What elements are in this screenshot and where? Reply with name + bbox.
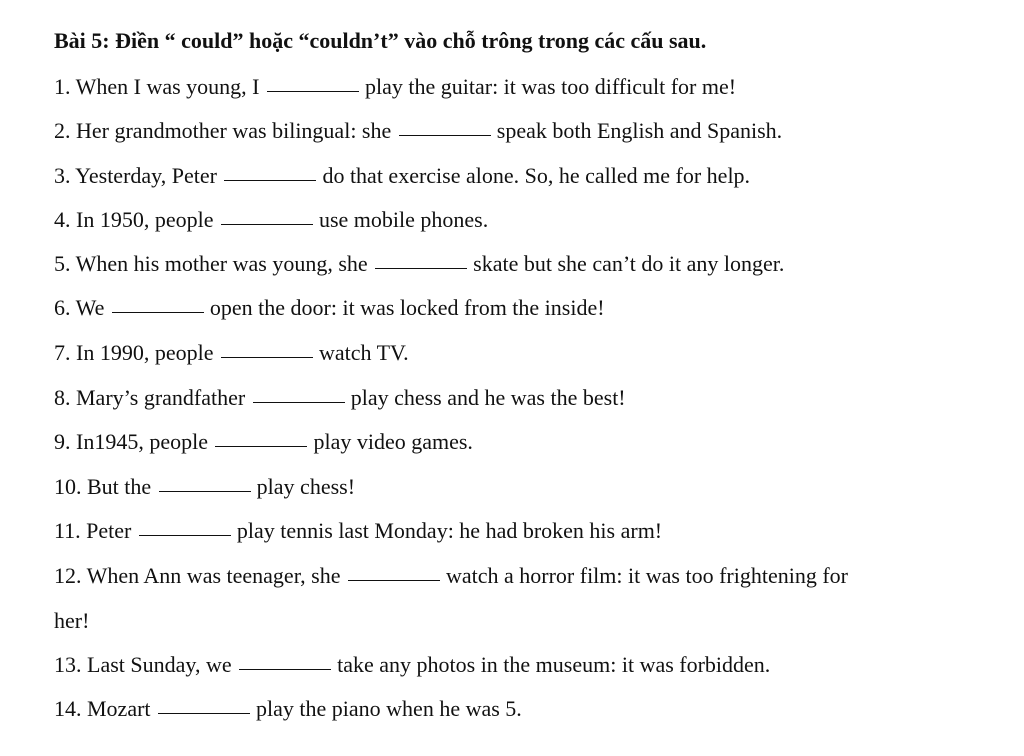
answer-blank [221, 223, 313, 225]
item-text-before: 3. Yesterday, Peter [54, 163, 223, 188]
exercise-item-2 [54, 120, 782, 142]
exercise-item-12-continued [54, 610, 89, 632]
exercise-item-4 [54, 209, 488, 231]
item-text-after: play tennis last Monday: he had broken his arm! [236, 518, 663, 543]
exercise-item-5 [54, 253, 784, 275]
item-text-after: open the door: it was locked from the inside! [209, 295, 605, 320]
exercise-item-1 [54, 76, 736, 98]
exercise-item-13 [54, 654, 770, 676]
item-text-after: do that exercise alone. So, he called me for help. [322, 163, 751, 188]
answer-blank [159, 490, 251, 492]
answer-blank [215, 445, 307, 447]
item-text-before: 11. Peter [54, 518, 137, 543]
exercise-item-6 [54, 297, 605, 319]
item-text-after: use mobile phones. [318, 207, 489, 232]
item-text-after: play the piano when he was 5. [256, 696, 522, 721]
item-text-after: take any photos in the museum: it was forbidden. [337, 652, 771, 677]
item-text-after: play chess! [256, 474, 356, 499]
exercise-item-7 [54, 342, 409, 364]
exercise-title: Bài 5: Điền “ could” hoặc “couldn’t” vào chỗ trông trong các cấu sau. [54, 28, 707, 53]
item-text-before: 4. In 1950, people [54, 207, 219, 232]
item-text-before: 6. We [54, 295, 110, 320]
exercise-item-10 [54, 476, 355, 498]
item-text-before: 5. When his mother was young, she [54, 251, 374, 276]
item-text-after: play the guitar: it was too difficult for me! [365, 74, 737, 99]
item-text-before: 2. Her grandmother was bilingual: she [54, 118, 397, 143]
item-text-before: 8. Mary’s grandfather [54, 385, 251, 410]
answer-blank [224, 179, 316, 181]
answer-blank [253, 401, 345, 403]
item-text-before: 14. Mozart [54, 696, 157, 721]
item-text-before: 12. When Ann was teenager, she [54, 563, 346, 588]
item-text-after: watch a horror film: it was too frightening for [445, 563, 848, 588]
item-text-after: play chess and he was the best! [350, 385, 626, 410]
item-text-before: 1. When I was young, I [54, 74, 265, 99]
item-text-before: 10. But the [54, 474, 157, 499]
item-text-before: 9. In1945, people [54, 429, 214, 454]
item-text-before: 13. Last Sunday, we [54, 652, 238, 677]
item-text-after: skate but she can’t do it any longer. [473, 251, 785, 276]
answer-blank [267, 90, 359, 92]
exercise-item-3 [54, 165, 750, 187]
exercise-item-14 [54, 698, 522, 720]
answer-blank [239, 668, 331, 670]
exercise-item-8 [54, 387, 626, 409]
exercise-item-12 [54, 565, 848, 587]
exercise-item-9 [54, 431, 473, 453]
answer-blank [112, 311, 204, 313]
item-text-after: speak both English and Spanish. [496, 118, 783, 143]
item-text-after: watch TV. [318, 340, 409, 365]
answer-blank [375, 267, 467, 269]
exercise-item-11 [54, 520, 662, 542]
answer-blank [399, 134, 491, 136]
answer-blank [348, 579, 440, 581]
item-text: her! [54, 608, 90, 633]
answer-blank [139, 534, 231, 536]
item-text-before: 7. In 1990, people [54, 340, 219, 365]
answer-blank [221, 356, 313, 358]
item-text-after: play video games. [313, 429, 473, 454]
answer-blank [158, 712, 250, 714]
